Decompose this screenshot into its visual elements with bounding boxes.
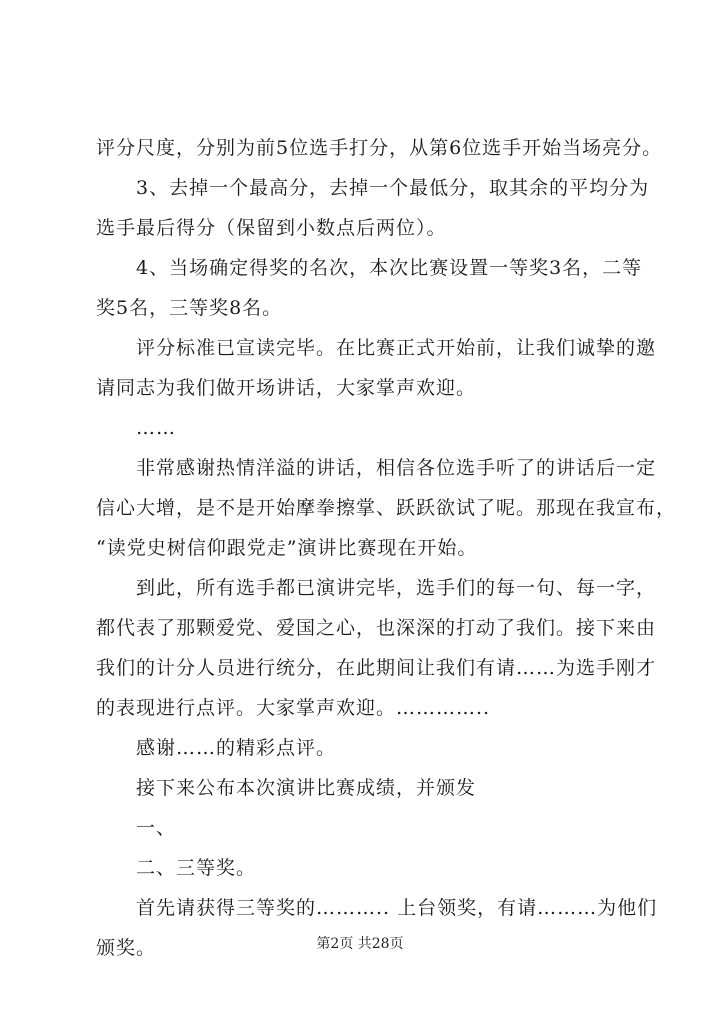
text-line: 请同志为我们做开场讲话，大家掌声欢迎。	[96, 377, 477, 399]
text-line: ……	[136, 417, 176, 439]
text-line: 都代表了那颗爱党、爱国之心，也深深的打动了我们。接下来由	[96, 617, 657, 639]
text-line: 3、去掉一个最高分，去掉一个最低分，取其余的平均分为	[136, 177, 650, 199]
text-line: 评分尺度，分别为前5位选手打分，从第6位选手开始当场亮分。	[96, 137, 663, 159]
text-line: 信心大增，是不是开始摩拳擦掌、跃跃欲试了呢。那现在我宣布，	[96, 497, 677, 519]
text-line: 4、当场确定得奖的名次，本次比赛设置一等奖3名，二等	[136, 257, 643, 279]
text-line: 感谢……的精彩点评。	[136, 737, 337, 759]
text-line: 接下来公布本次演讲比赛成绩，并颁发	[136, 777, 477, 799]
page-footer: 第2页 共28页	[316, 936, 404, 952]
text-line: 二、三等奖。	[136, 857, 257, 879]
text-line: 我们的计分人员进行统分，在此期间让我们有请……为选手刚才	[96, 657, 657, 679]
text-line: 首先请获得三等奖的……….. 上台领奖，有请………为他们	[136, 897, 658, 919]
text-line: 评分标准已宣读完毕。在比赛正式开始前，让我们诚挚的邀	[136, 337, 657, 359]
text-line: 的表现进行点评。大家掌声欢迎。…………..	[96, 697, 491, 719]
text-line: 颁奖。	[96, 937, 157, 959]
document-body	[96, 128, 677, 968]
text-line: 一、	[136, 817, 177, 839]
text-line: 非常感谢热情洋溢的讲话，相信各位选手听了的讲话后一定	[136, 457, 657, 479]
text-line: 选手最后得分（保留到小数点后两位）。	[96, 217, 447, 239]
text-line: 到此，所有选手都已演讲完毕，选手们的每一句、每一字，	[136, 577, 657, 599]
text-line: “读党史树信仰跟党走”演讲比赛现在开始。	[96, 537, 478, 559]
text-line: 奖5名，三等奖8名。	[96, 297, 283, 319]
